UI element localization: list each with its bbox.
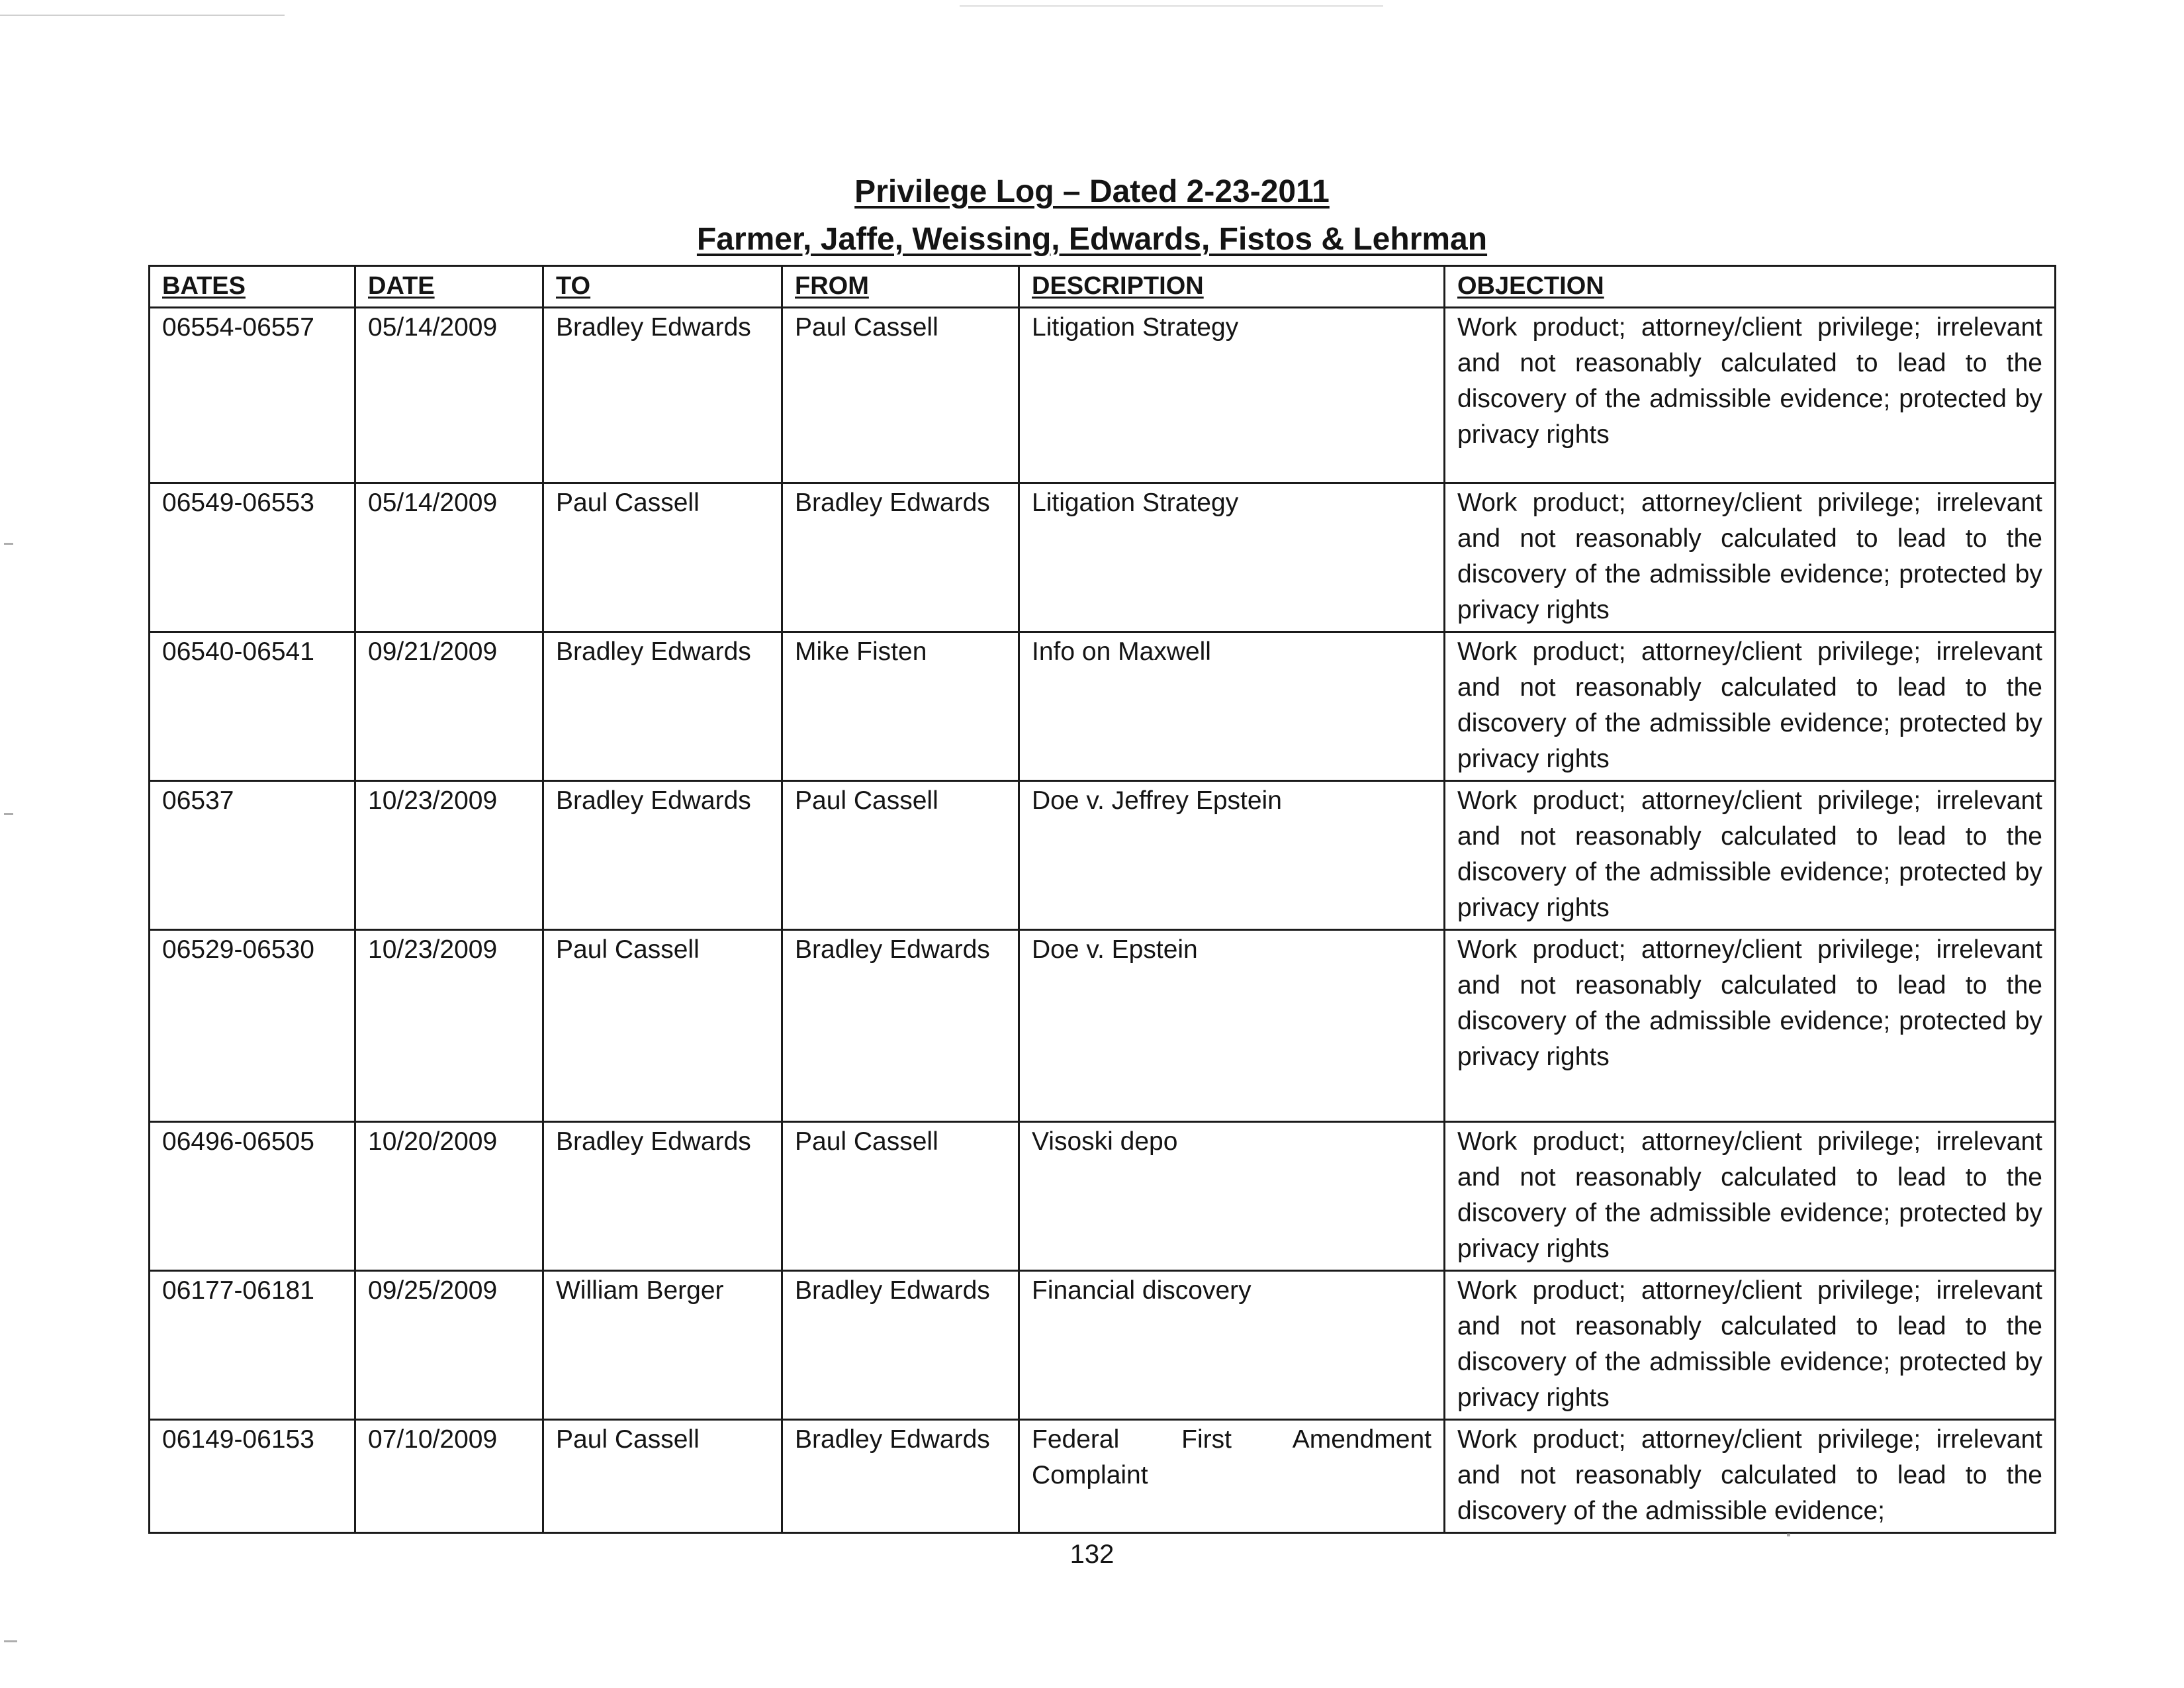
objection-cell: Work product; attorney/client privilege; irrelevant and not reasonably calculated to lead to the discovery of the admissible evidence; protected by privacy rights	[1445, 930, 2056, 1122]
description-cell: Doe v. Jeffrey Epstein	[1019, 781, 1445, 930]
document-subtitle: Farmer, Jaffe, Weissing, Edwards, Fistos & Lehrman	[696, 222, 1488, 257]
description-cell: Financial discovery	[1019, 1271, 1445, 1420]
from-cell: Paul Cassell	[782, 1122, 1019, 1271]
bates-cell: 06549-06553	[150, 483, 355, 632]
date-cell: 10/23/2009	[355, 781, 543, 930]
table-row	[150, 1271, 2056, 1420]
description-cell: Litigation Strategy	[1019, 483, 1445, 632]
scan-artifact	[0, 15, 285, 16]
table-row	[150, 930, 2056, 1122]
bates-cell: 06149-06153	[150, 1420, 355, 1533]
bates-cell: 06537	[150, 781, 355, 930]
from-cell: Mike Fisten	[782, 632, 1019, 781]
objection-cell: Work product; attorney/client privilege; irrelevant and not reasonably calculated to lead to the discovery of the admissible evidence;	[1445, 1420, 2056, 1533]
to-cell: William Berger	[543, 1271, 782, 1420]
from-cell: Paul Cassell	[782, 781, 1019, 930]
to-cell: Bradley Edwards	[543, 781, 782, 930]
description-cell: Doe v. Epstein	[1019, 930, 1445, 1122]
scan-artifact	[4, 813, 13, 815]
scan-artifact	[4, 1640, 17, 1642]
bates-cell: 06529-06530	[150, 930, 355, 1122]
bates-cell: 06554-06557	[150, 308, 355, 483]
date-cell: 09/25/2009	[355, 1271, 543, 1420]
bates-cell: 06540-06541	[150, 632, 355, 781]
bates-cell: 06177-06181	[150, 1271, 355, 1420]
from-cell: Bradley Edwards	[782, 1271, 1019, 1420]
to-cell: Bradley Edwards	[543, 632, 782, 781]
to-cell: Paul Cassell	[543, 483, 782, 632]
column-header-date: DATE	[355, 266, 543, 308]
date-cell: 10/23/2009	[355, 930, 543, 1122]
description-cell: Visoski depo	[1019, 1122, 1445, 1271]
objection-cell: Work product; attorney/client privilege; irrelevant and not reasonably calculated to lead to the discovery of the admissible evidence; protected by privacy rights	[1445, 632, 2056, 781]
privilege-log-table	[148, 265, 2056, 1534]
objection-cell: Work product; attorney/client privilege; irrelevant and not reasonably calculated to lead to the discovery of the admissible evidence; protected by privacy rights	[1445, 781, 2056, 930]
table-row	[150, 308, 2056, 483]
column-header-description: DESCRIPTION	[1019, 266, 1445, 308]
column-header-bates: BATES	[150, 266, 355, 308]
scan-artifact	[4, 543, 13, 545]
page-number: 132	[1069, 1540, 1115, 1569]
description-cell: Federal First Amendment Complaint	[1019, 1420, 1445, 1533]
date-cell: 05/14/2009	[355, 308, 543, 483]
from-cell: Bradley Edwards	[782, 1420, 1019, 1533]
objection-cell: Work product; attorney/client privilege; irrelevant and not reasonably calculated to lead to the discovery of the admissible evidence; protected by privacy rights	[1445, 308, 2056, 483]
table-row	[150, 632, 2056, 781]
objection-cell: Work product; attorney/client privilege; irrelevant and not reasonably calculated to lead to the discovery of the admissible evidence; protected by privacy rights	[1445, 1122, 2056, 1271]
to-cell: Paul Cassell	[543, 1420, 782, 1533]
to-cell: Bradley Edwards	[543, 308, 782, 483]
objection-cell: Work product; attorney/client privilege; irrelevant and not reasonably calculated to lead to the discovery of the admissible evidence; protected by privacy rights	[1445, 1271, 2056, 1420]
objection-cell: Work product; attorney/client privilege; irrelevant and not reasonably calculated to lead to the discovery of the admissible evidence; protected by privacy rights	[1445, 483, 2056, 632]
date-cell: 07/10/2009	[355, 1420, 543, 1533]
document-title: Privilege Log – Dated 2-23-2011	[854, 174, 1330, 209]
date-cell: 09/21/2009	[355, 632, 543, 781]
column-header-objection: OBJECTION	[1445, 266, 2056, 308]
from-cell: Paul Cassell	[782, 308, 1019, 483]
bates-cell: 06496-06505	[150, 1122, 355, 1271]
description-cell: Litigation Strategy	[1019, 308, 1445, 483]
to-cell: Bradley Edwards	[543, 1122, 782, 1271]
to-cell: Paul Cassell	[543, 930, 782, 1122]
description-cell: Info on Maxwell	[1019, 632, 1445, 781]
table-header-row	[150, 266, 2056, 308]
table-row	[150, 1420, 2056, 1533]
scan-artifact	[1787, 1533, 1790, 1536]
table-row	[150, 1122, 2056, 1271]
column-header-from: FROM	[782, 266, 1019, 308]
from-cell: Bradley Edwards	[782, 930, 1019, 1122]
date-cell: 10/20/2009	[355, 1122, 543, 1271]
table-row	[150, 483, 2056, 632]
column-header-to: TO	[543, 266, 782, 308]
from-cell: Bradley Edwards	[782, 483, 1019, 632]
table-row	[150, 781, 2056, 930]
scan-artifact	[960, 5, 1383, 7]
date-cell: 05/14/2009	[355, 483, 543, 632]
